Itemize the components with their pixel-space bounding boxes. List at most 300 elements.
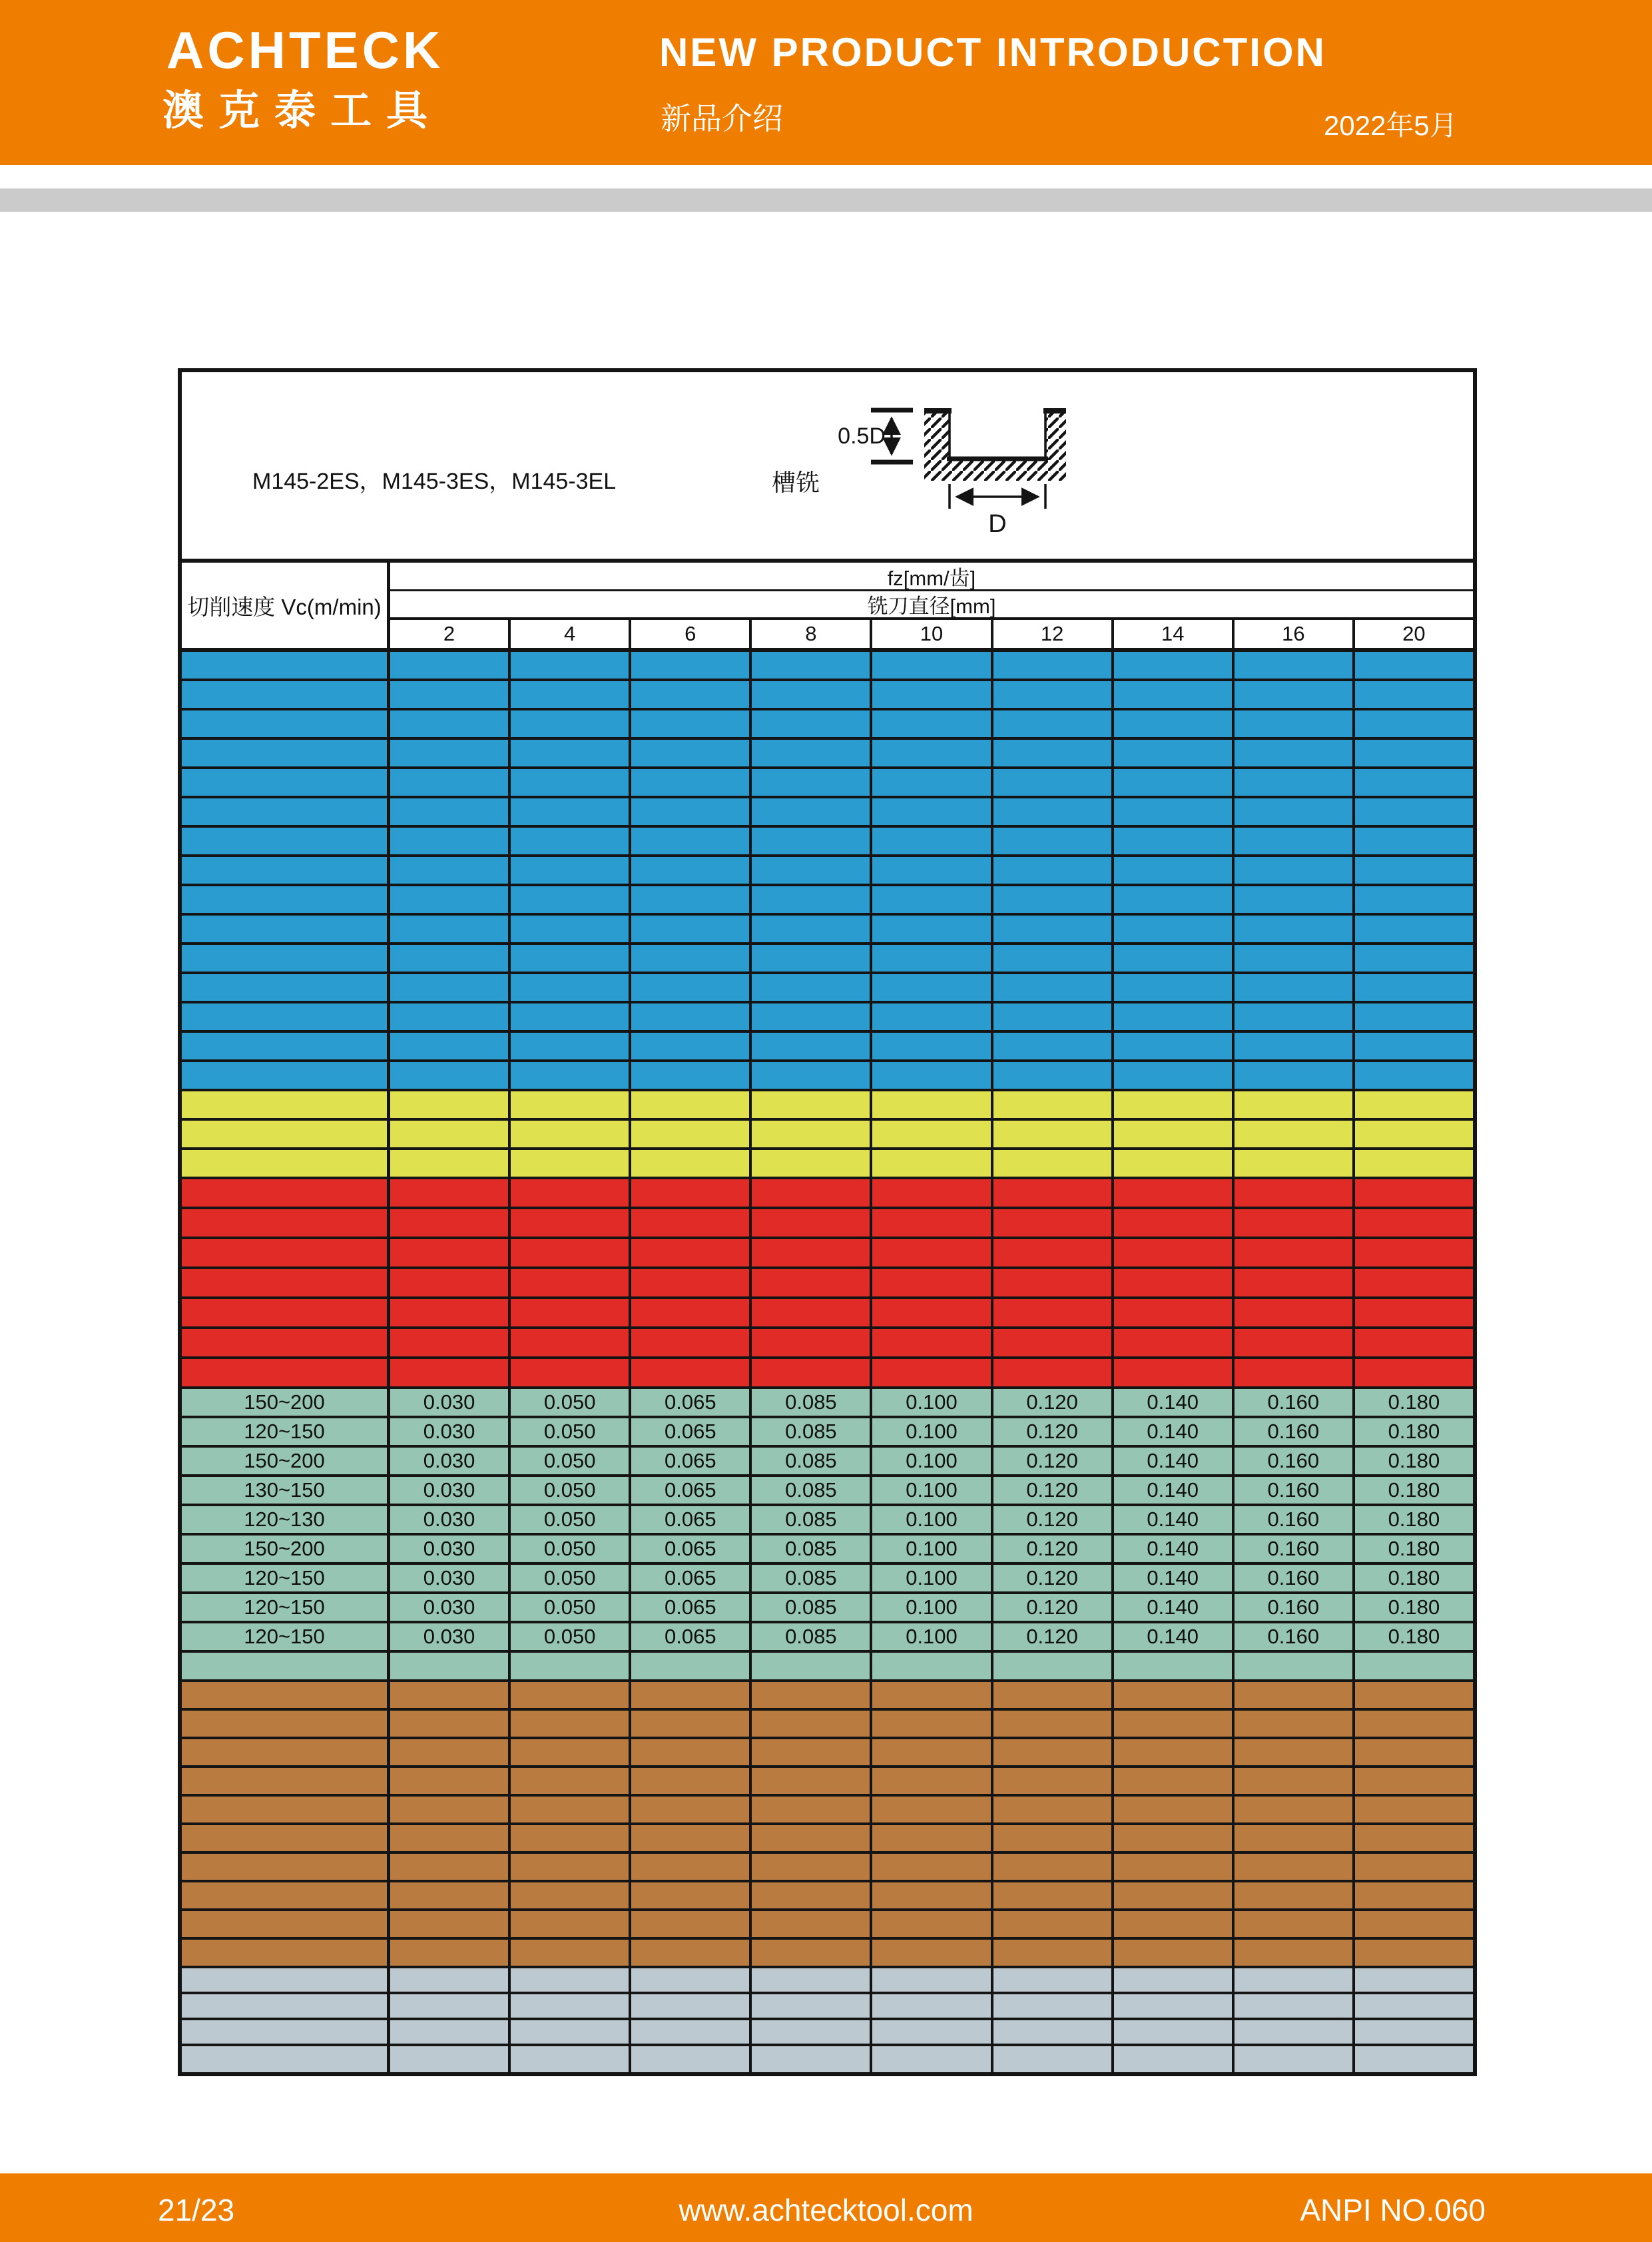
- fz-value-cell: [390, 2020, 511, 2044]
- vc-range-cell: [182, 974, 390, 1001]
- fz-value-cell: [1114, 1968, 1235, 1992]
- vc-range-cell: 120~130: [182, 1506, 390, 1533]
- fz-value-cell: 0.050: [511, 1565, 631, 1591]
- fz-value-cell: [1235, 1854, 1355, 1880]
- fz-value-cell: [993, 1882, 1114, 1908]
- fz-value-cell: [1114, 945, 1235, 972]
- fz-value-cell: [752, 916, 872, 942]
- vc-range-cell: [182, 769, 390, 796]
- vc-range-cell: [182, 710, 390, 737]
- fz-value-cell: 0.160: [1235, 1623, 1355, 1650]
- fz-value-cell: 0.030: [390, 1448, 511, 1474]
- fz-value-cell: [1355, 1653, 1473, 1679]
- page-title: NEW PRODUCT INTRODUCTION: [659, 30, 1326, 75]
- fz-value-cell: 0.160: [1235, 1536, 1355, 1562]
- fz-value-cell: [511, 1882, 631, 1908]
- vc-range-cell: 120~150: [182, 1623, 390, 1650]
- fz-value-cell: [1355, 1209, 1473, 1237]
- fz-value-cell: [1114, 2020, 1235, 2044]
- table-row: [182, 1536, 1473, 1565]
- table-row: [182, 1239, 1473, 1269]
- fz-value-cell: [1114, 769, 1235, 796]
- fz-value-cell: [390, 740, 511, 766]
- fz-value-cell: [390, 1768, 511, 1794]
- fz-value-cell: [993, 1739, 1114, 1765]
- table-row: [182, 2046, 1473, 2072]
- fz-value-cell: 0.085: [752, 1594, 872, 1621]
- fz-value-cell: [993, 652, 1114, 679]
- fz-value-cell: [752, 857, 872, 884]
- fz-value-cell: [511, 1854, 631, 1880]
- fz-value-cell: [752, 710, 872, 737]
- fz-value-cell: [1235, 974, 1355, 1001]
- fz-value-cell: [1114, 681, 1235, 708]
- fz-value-cell: 0.030: [390, 1565, 511, 1591]
- fz-value-cell: [752, 1797, 872, 1822]
- fz-value-cell: [872, 1329, 993, 1356]
- fz-value-cell: [1355, 740, 1473, 766]
- fz-value-cell: [390, 1825, 511, 1851]
- fz-value-cell: [1355, 1968, 1473, 1992]
- table-row: [182, 1033, 1473, 1062]
- fz-value-cell: 0.180: [1388, 1625, 1440, 1648]
- fz-value-cell: [752, 2046, 872, 2072]
- fz-value-cell: [390, 1882, 511, 1908]
- fz-value-cell: [1235, 1797, 1355, 1822]
- fz-value-cell: [1235, 681, 1355, 708]
- cutting-data-table: [178, 368, 1477, 2076]
- fz-value-cell: [390, 1329, 511, 1356]
- fz-value-cell: [390, 1269, 511, 1296]
- fz-value-cell: [752, 828, 872, 854]
- fz-value-cell: [872, 1062, 993, 1089]
- fz-value-cell: 0.140: [1114, 1418, 1235, 1445]
- fz-value-cell: [511, 1940, 631, 1966]
- fz-value-cell: [1114, 974, 1235, 1001]
- fz-value-cell: [872, 1033, 993, 1059]
- fz-value-cell: 0.160: [1235, 1506, 1355, 1533]
- table-body: [182, 652, 1473, 2072]
- fz-value-cell: [872, 828, 993, 854]
- fz-value-cell: [1355, 1911, 1473, 1937]
- fz-value-cell: 0.180: [1388, 1449, 1440, 1472]
- vc-range-cell: [182, 2020, 390, 2044]
- fz-value-cell: [631, 1239, 752, 1266]
- fz-value-cell: [1114, 1711, 1235, 1737]
- fz-value-cell: [511, 1825, 631, 1851]
- table-row: [182, 857, 1473, 886]
- fz-value-cell: [511, 1033, 631, 1059]
- fz-value-cell: 0.180: [1388, 1508, 1440, 1531]
- fz-value-cell: [631, 1150, 752, 1177]
- fz-value-cell: 0.140: [1114, 1448, 1235, 1474]
- diameter-value: 2: [390, 620, 511, 648]
- table-row: [182, 828, 1473, 857]
- table-row: [182, 1653, 1473, 1682]
- fz-value-cell: [1235, 1329, 1355, 1356]
- fz-value-cell: [1235, 1911, 1355, 1937]
- fz-value-cell: [631, 1797, 752, 1822]
- fz-value-cell: [872, 1269, 993, 1296]
- table-row: [182, 1739, 1473, 1768]
- fz-value-cell: [872, 2046, 993, 2072]
- fz-value-cell: [1355, 1003, 1473, 1030]
- fz-value-cell: [1355, 798, 1473, 825]
- fz-value-cell: [631, 1269, 752, 1296]
- fz-value-cell: [631, 1711, 752, 1737]
- vc-range-cell: [182, 1882, 390, 1908]
- table-row: [182, 798, 1473, 828]
- fz-value-cell: [872, 1854, 993, 1880]
- fz-value-cell: [872, 1682, 993, 1708]
- fz-value-cell: [993, 1329, 1114, 1356]
- fz-header: fz[mm/齿]: [390, 563, 1473, 591]
- fz-value-cell: [631, 740, 752, 766]
- fz-value-cell: 0.030: [390, 1418, 511, 1445]
- fz-value-cell: [1114, 1825, 1235, 1851]
- width-dimension-label: D: [988, 510, 1007, 538]
- fz-value-cell: [1355, 2020, 1473, 2044]
- fz-value-cell: [872, 1994, 993, 2018]
- fz-value-cell: [1114, 1150, 1235, 1177]
- fz-value-cell: [631, 1179, 752, 1207]
- diameter-value: 6: [631, 620, 752, 648]
- fz-value-cell: [1114, 1239, 1235, 1266]
- diameter-value: 20: [1402, 622, 1426, 645]
- fz-value-cell: [752, 1359, 872, 1386]
- fz-value-cell: [1355, 1739, 1473, 1765]
- slot-milling-diagram: [824, 386, 1084, 545]
- fz-value-cell: [872, 2020, 993, 2044]
- table-row: [182, 974, 1473, 1003]
- fz-value-cell: [1355, 1359, 1473, 1386]
- document-number: ANPI NO.060: [1300, 2193, 1486, 2227]
- fz-value-cell: [752, 1711, 872, 1737]
- fz-value-cell: 0.050: [511, 1418, 631, 1445]
- fz-value-cell: [752, 769, 872, 796]
- fz-value-cell: [631, 798, 752, 825]
- fz-value-cell: [390, 1239, 511, 1266]
- fz-value-cell: [631, 1911, 752, 1937]
- diameter-value: 4: [511, 620, 631, 648]
- fz-value-cell: 0.140: [1114, 1477, 1235, 1504]
- fz-value-cell: [993, 974, 1114, 1001]
- fz-value-cell: [390, 1179, 511, 1207]
- fz-value-cell: [631, 1768, 752, 1794]
- fz-value-cell: [1114, 1033, 1235, 1059]
- fz-value-cell: 0.120: [993, 1536, 1114, 1562]
- fz-value-cell: [1355, 1239, 1473, 1266]
- fz-value-cell: [993, 1033, 1114, 1059]
- fz-value-cell: 0.120: [993, 1448, 1114, 1474]
- fz-value-cell: [993, 1825, 1114, 1851]
- fz-value-cell: 0.180: [1388, 1420, 1440, 1443]
- fz-value-cell: [872, 857, 993, 884]
- fz-value-cell: [1235, 1940, 1355, 1966]
- fz-value-cell: [993, 1003, 1114, 1030]
- table-row: [182, 916, 1473, 945]
- fz-value-cell: [752, 1854, 872, 1880]
- fz-value-cell: [993, 1209, 1114, 1237]
- fz-value-cell: [1355, 1940, 1473, 1966]
- fz-value-cell: [1114, 1359, 1235, 1386]
- fz-value-cell: [752, 1329, 872, 1356]
- fz-value-cell: [1355, 1062, 1473, 1089]
- table-row: [182, 1968, 1473, 1994]
- fz-value-cell: [1114, 1121, 1235, 1147]
- fz-value-cell: [1355, 1882, 1473, 1908]
- fz-value-cell: [1114, 828, 1235, 854]
- divider-strip: [0, 188, 1652, 212]
- fz-value-cell: [631, 2046, 752, 2072]
- fz-value-cell: [1235, 1711, 1355, 1737]
- fz-value-cell: [1355, 1994, 1473, 2018]
- fz-value-cell: [872, 1239, 993, 1266]
- fz-value-cell: [1235, 769, 1355, 796]
- fz-value-cell: [631, 1062, 752, 1089]
- vc-range-cell: [182, 1968, 390, 1992]
- fz-value-cell: [1114, 1179, 1235, 1207]
- fz-value-cell: [511, 1359, 631, 1386]
- fz-value-cell: [511, 710, 631, 737]
- fz-value-cell: [1355, 2046, 1473, 2072]
- fz-value-cell: [1114, 1209, 1235, 1237]
- fz-value-cell: [1114, 1882, 1235, 1908]
- fz-value-cell: [1235, 1003, 1355, 1030]
- fz-value-cell: [993, 769, 1114, 796]
- fz-value-cell: [752, 1940, 872, 1966]
- fz-value-cell: 0.100: [872, 1506, 993, 1533]
- fz-value-cell: [993, 1269, 1114, 1296]
- fz-value-cell: [1355, 681, 1473, 708]
- fz-value-cell: [752, 1968, 872, 1992]
- fz-value-cell: [511, 857, 631, 884]
- fz-value-cell: [752, 1269, 872, 1296]
- fz-value-cell: [1114, 916, 1235, 942]
- fz-value-cell: [390, 1653, 511, 1679]
- fz-value-cell: 0.140: [1114, 1565, 1235, 1591]
- fz-value-cell: [1355, 1121, 1473, 1147]
- fz-value-cell: [631, 1359, 752, 1386]
- fz-value-cell: [1235, 710, 1355, 737]
- table-row: [182, 1768, 1473, 1797]
- vc-range-cell: [182, 1653, 390, 1679]
- fz-value-cell: [872, 681, 993, 708]
- fz-value-cell: [390, 769, 511, 796]
- fz-value-cell: 0.120: [993, 1623, 1114, 1650]
- fz-value-cell: [752, 886, 872, 913]
- fz-value-cell: [872, 1911, 993, 1937]
- fz-value-cell: [752, 1882, 872, 1908]
- fz-value-cell: 0.030: [390, 1477, 511, 1504]
- fz-value-cell: 0.050: [511, 1389, 631, 1416]
- fz-value-cell: 0.120: [993, 1565, 1114, 1591]
- operation-label: 槽铣: [772, 469, 820, 496]
- vc-range-cell: [182, 1825, 390, 1851]
- fz-value-cell: [993, 1179, 1114, 1207]
- fz-value-cell: [511, 1682, 631, 1708]
- fz-value-cell: [872, 710, 993, 737]
- fz-value-cell: 0.180: [1388, 1537, 1440, 1560]
- fz-value-cell: [511, 1239, 631, 1266]
- fz-value-cell: [993, 1682, 1114, 1708]
- table-row: [182, 945, 1473, 974]
- fz-value-cell: 0.160: [1235, 1448, 1355, 1474]
- fz-value-cell: [511, 1209, 631, 1237]
- fz-value-cell: [511, 1062, 631, 1089]
- table-row: [182, 1448, 1473, 1477]
- fz-value-cell: [390, 1940, 511, 1966]
- cutting-speed-header: 切削速度 Vc(m/min): [182, 563, 390, 648]
- vc-range-cell: [182, 1768, 390, 1794]
- fz-value-cell: [872, 1968, 993, 1992]
- fz-value-cell: 0.050: [511, 1536, 631, 1562]
- fz-value-cell: [993, 2046, 1114, 2072]
- fz-value-cell: [390, 1797, 511, 1822]
- fz-value-cell: [1355, 1299, 1473, 1326]
- fz-value-cell: [1355, 1825, 1473, 1851]
- fz-value-cell: [390, 652, 511, 679]
- fz-value-cell: [511, 681, 631, 708]
- table-row: [182, 1994, 1473, 2020]
- product-panel: [182, 372, 1473, 563]
- fz-value-cell: [390, 857, 511, 884]
- fz-value-cell: [1235, 2020, 1355, 2044]
- fz-value-cell: [390, 886, 511, 913]
- table-row: [182, 1091, 1473, 1121]
- vc-range-cell: 130~150: [182, 1477, 390, 1504]
- fz-value-cell: [752, 1739, 872, 1765]
- fz-value-cell: 0.120: [993, 1594, 1114, 1621]
- fz-value-cell: [390, 1854, 511, 1880]
- fz-value-cell: 0.100: [872, 1536, 993, 1562]
- fz-value-cell: [1114, 1994, 1235, 2018]
- fz-value-cell: [1235, 1033, 1355, 1059]
- vc-range-cell: [182, 1299, 390, 1326]
- product-models: M145-2ES，M145-3ES，M145-3EL: [252, 469, 617, 494]
- fz-value-cell: [631, 1882, 752, 1908]
- website-link[interactable]: www.achtecktool.com: [679, 2193, 973, 2227]
- fz-value-cell: [390, 681, 511, 708]
- table-row: [182, 1299, 1473, 1329]
- fz-value-cell: [993, 2020, 1114, 2044]
- table-row: [182, 1506, 1473, 1536]
- fz-value-cell: [752, 1209, 872, 1237]
- fz-value-cell: [872, 1299, 993, 1326]
- fz-value-cell: [1355, 1854, 1473, 1880]
- fz-value-cell: [511, 2020, 631, 2044]
- vc-range-cell: [182, 945, 390, 972]
- fz-value-cell: [631, 945, 752, 972]
- fz-value-cell: [511, 1329, 631, 1356]
- fz-value-cell: [1114, 652, 1235, 679]
- fz-value-cell: 0.100: [872, 1477, 993, 1504]
- fz-value-cell: [993, 1653, 1114, 1679]
- fz-value-cell: [752, 974, 872, 1001]
- vc-range-cell: [182, 886, 390, 913]
- fz-value-cell: [1114, 1299, 1235, 1326]
- fz-value-cell: 0.160: [1235, 1389, 1355, 1416]
- fz-value-cell: [1114, 1911, 1235, 1937]
- fz-value-cell: [993, 681, 1114, 708]
- vc-range-cell: [182, 1239, 390, 1266]
- fz-value-cell: [631, 1825, 752, 1851]
- issue-date: 2022年5月: [1324, 110, 1458, 141]
- fz-value-cell: [390, 1911, 511, 1937]
- feed-header-group: [390, 563, 1473, 648]
- table-row: [182, 1359, 1473, 1389]
- fz-value-cell: [1355, 1179, 1473, 1207]
- fz-value-cell: [1235, 1653, 1355, 1679]
- fz-value-cell: [631, 828, 752, 854]
- fz-value-cell: [1235, 1150, 1355, 1177]
- vc-range-cell: [182, 1994, 390, 2018]
- fz-value-cell: 0.065: [631, 1389, 752, 1416]
- fz-value-cell: [1235, 740, 1355, 766]
- fz-value-cell: [390, 710, 511, 737]
- fz-value-cell: [1235, 1882, 1355, 1908]
- vc-range-cell: [182, 1091, 390, 1118]
- vc-range-cell: [182, 1121, 390, 1147]
- table-row: [182, 1797, 1473, 1825]
- fz-value-cell: [1235, 1239, 1355, 1266]
- fz-value-cell: 0.050: [511, 1594, 631, 1621]
- table-row: [182, 1682, 1473, 1711]
- fz-value-cell: [993, 798, 1114, 825]
- fz-value-cell: [1114, 1768, 1235, 1794]
- fz-value-cell: [993, 1239, 1114, 1266]
- fz-value-cell: [511, 1797, 631, 1822]
- page-subtitle: 新品介绍: [661, 101, 783, 136]
- table-row: [182, 1329, 1473, 1359]
- fz-value-cell: [752, 798, 872, 825]
- fz-value-cell: [752, 2020, 872, 2044]
- fz-value-cell: [1355, 652, 1473, 679]
- fz-value-cell: [511, 1968, 631, 1992]
- fz-value-cell: [390, 1033, 511, 1059]
- fz-value-cell: 0.065: [631, 1477, 752, 1504]
- fz-value-cell: [872, 1091, 993, 1118]
- fz-value-cell: 0.140: [1114, 1389, 1235, 1416]
- fz-value-cell: [993, 1968, 1114, 1992]
- fz-value-cell: 0.065: [631, 1418, 752, 1445]
- fz-value-cell: [390, 1682, 511, 1708]
- fz-value-cell: 0.160: [1235, 1565, 1355, 1591]
- fz-value-cell: [993, 1994, 1114, 2018]
- fz-value-cell: [872, 974, 993, 1001]
- fz-value-cell: 0.085: [752, 1448, 872, 1474]
- fz-value-cell: [511, 974, 631, 1001]
- fz-value-cell: [1355, 710, 1473, 737]
- fz-value-cell: [511, 1911, 631, 1937]
- fz-value-cell: [1114, 798, 1235, 825]
- fz-value-cell: [872, 652, 993, 679]
- vc-range-cell: [182, 857, 390, 884]
- fz-value-cell: [511, 945, 631, 972]
- fz-value-cell: 0.085: [752, 1623, 872, 1650]
- vc-range-cell: [182, 740, 390, 766]
- table-row: [182, 1882, 1473, 1911]
- vc-range-cell: [182, 1682, 390, 1708]
- vc-range-cell: [182, 1854, 390, 1880]
- table-row: [182, 1003, 1473, 1033]
- fz-value-cell: 0.100: [872, 1389, 993, 1416]
- fz-value-cell: [872, 1940, 993, 1966]
- fz-value-cell: [993, 1854, 1114, 1880]
- fz-value-cell: [631, 857, 752, 884]
- fz-value-cell: 0.100: [872, 1623, 993, 1650]
- fz-value-cell: [752, 1033, 872, 1059]
